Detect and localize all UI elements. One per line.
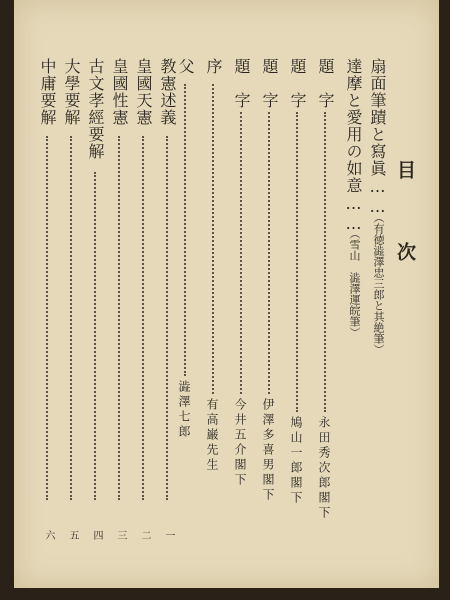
entry-fan-calligraphy-note: （有徳澁澤忠三郎と其絶筆）	[372, 212, 385, 355]
entry-kokoku-seiken-page: 三	[115, 530, 126, 540]
entry-dedication-4-author: 今井五介閣下	[233, 398, 247, 488]
entry-dedication-3: 題 字	[260, 58, 279, 109]
leader-dots	[70, 136, 72, 500]
leader-dots	[268, 112, 270, 394]
entry-daruma-note: （雪山 澁澤運皖筆）	[348, 228, 361, 338]
entry-kyoken-jutsugi-page: 一	[163, 530, 174, 540]
leader-dots	[240, 112, 242, 394]
entry-kokoku-tenken-page: 二	[139, 530, 150, 540]
entry-kokoku-seiken: 皇國性憲	[110, 58, 129, 126]
entry-daigaku-page: 五	[67, 530, 78, 540]
entry-dedication-4: 題 字	[232, 58, 251, 109]
leader-dots	[118, 136, 120, 500]
entry-father: 父	[176, 58, 195, 75]
entry-dedication-2: 題 字	[288, 58, 307, 109]
document-page	[14, 0, 439, 588]
entry-preface-author: 有高巌先生	[205, 398, 219, 473]
entry-kobun-kokyo: 古文孝經要解	[86, 58, 105, 160]
leader-dots	[46, 136, 48, 500]
entry-preface: 序	[204, 58, 223, 75]
entry-dedication-3-author: 伊澤多喜男閣下	[261, 398, 275, 503]
entry-kokoku-tenken: 皇國天憲	[134, 58, 153, 126]
entry-dedication-2-author: 鳩山一郎閣下	[289, 416, 303, 506]
toc-title: 目 次	[394, 160, 416, 283]
leader-dots	[212, 84, 214, 394]
entry-kobun-kokyo-page: 四	[91, 530, 102, 540]
entry-daigaku: 大學要解	[62, 58, 81, 126]
entry-father-author: 澁澤七郎	[177, 380, 191, 440]
leader-dots	[166, 136, 168, 500]
leader-dots	[324, 112, 326, 412]
entry-dedication-1-author: 永田秀次郎閣下	[317, 416, 331, 521]
entry-chuyo-page: 六	[43, 530, 54, 540]
leader-dots	[296, 112, 298, 412]
leader-dots	[94, 172, 96, 500]
leader-dots	[142, 136, 144, 500]
entry-kyoken-jutsugi: 教憲述義	[158, 58, 177, 126]
entry-daruma: 達摩と愛用の如意……	[344, 58, 363, 234]
leader-dots	[184, 84, 186, 376]
entry-fan-calligraphy: 扇面筆蹟と寫眞……	[368, 58, 387, 217]
entry-dedication-1: 題 字	[316, 58, 335, 109]
entry-chuyo: 中庸要解	[38, 58, 57, 126]
